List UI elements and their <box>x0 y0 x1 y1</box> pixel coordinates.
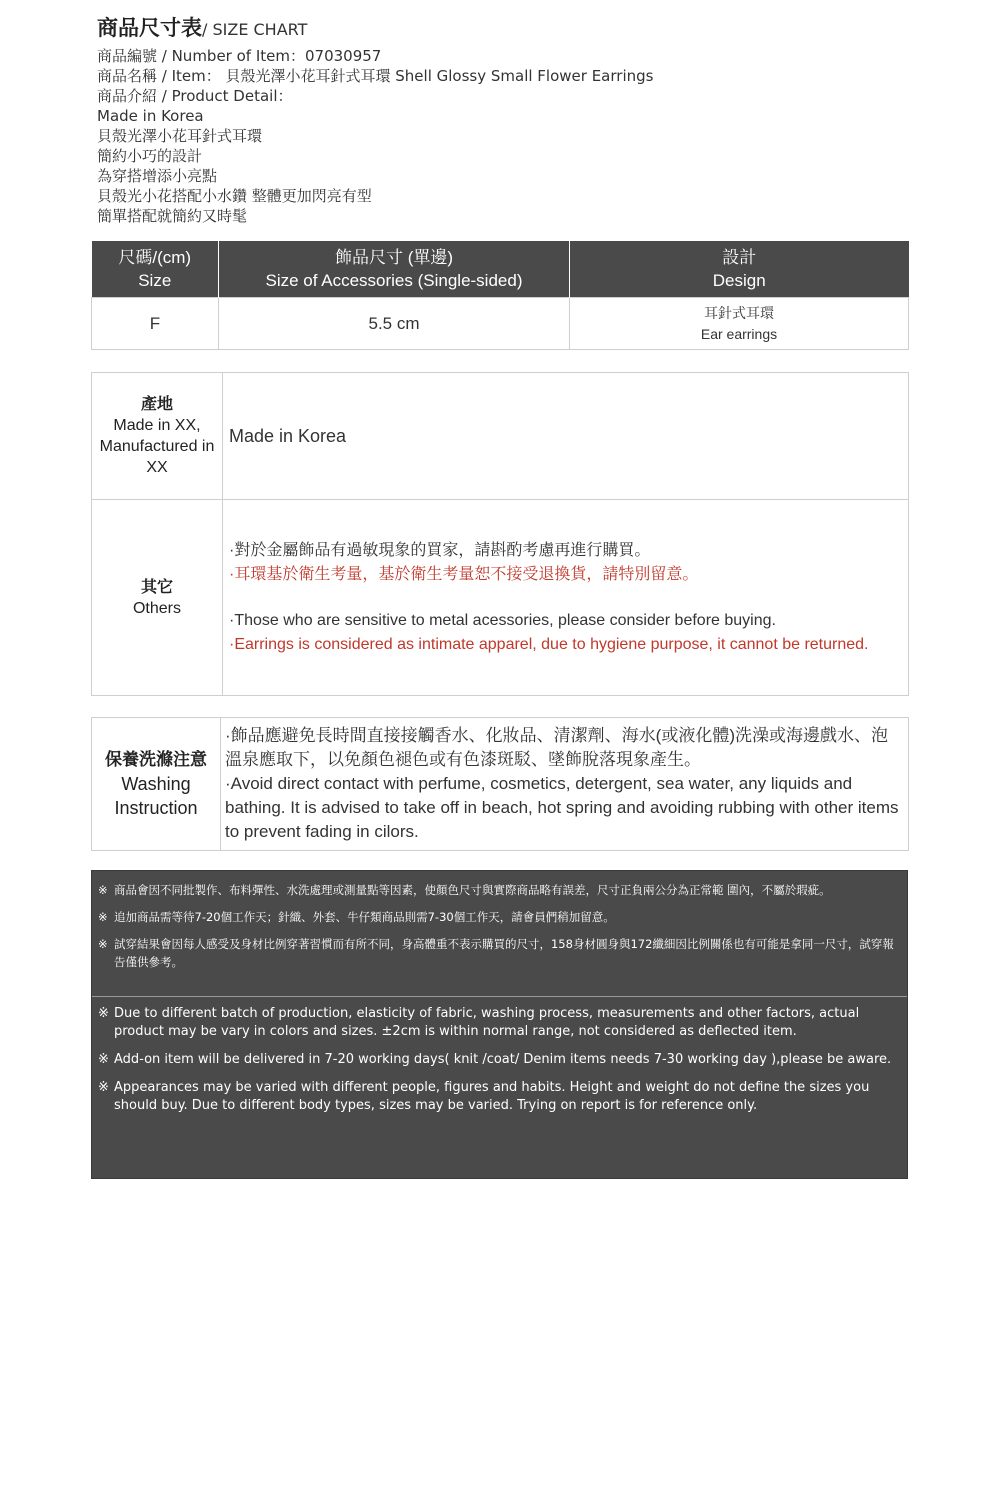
others-line2-zh: ·耳環基於衛生考量，基於衛生考量恕不接受退換貨，請特別留意。 <box>229 565 699 583</box>
detail-line: 貝殼光小花搭配小水鑽 整體更加閃亮有型 <box>97 187 372 205</box>
header-accessory-size-en: Size of Accessories (Single-sided) <box>265 271 523 290</box>
notice-text: 追加商品需等待7-20個工作天；針織、外套、牛仔類商品則需7-30個工作天，請會員們稍加留意。 <box>114 910 615 924</box>
design-en: Ear earrings <box>700 325 778 342</box>
table-row <box>92 298 909 350</box>
header-size <box>92 241 219 298</box>
notice-text: 試穿結果會因每人感受及身材比例穿著習慣而有所不同，身高體重不表示購買的尺寸，158身材圓身與172纖細因比例關係也有可能是拿同一尺寸，試穿報告僅供參考。 <box>114 937 894 969</box>
detail-line: 簡單搭配就簡約又時髦 <box>97 207 248 225</box>
others-line1-en: ·Those who are sensitive to metal acessories, please consider before buying. <box>229 611 776 629</box>
others-label-en: Others <box>132 599 181 617</box>
header-size-en: Size <box>138 271 172 290</box>
origin-row <box>92 373 909 500</box>
reference-mark: ※ <box>98 1006 109 1021</box>
detail-line: 為穿搭增添小亮點 <box>97 167 218 185</box>
washing-label-zh: 保養洗滌注意 <box>105 750 207 769</box>
design-zh: 耳針式耳環 <box>704 304 774 321</box>
others-value <box>223 500 909 696</box>
others-label <box>92 500 223 696</box>
notice-text: 商品會因不同批製作、布料彈性、水洗處理或測量點等因素，使顏色尺寸與實際商品略有誤差，尺寸正負兩公分為正常範 圍內，不屬於瑕疵。 <box>114 883 831 897</box>
notice-en-section <box>92 997 907 1115</box>
washing-text-zh: ·飾品應避免長時間直接接觸香水、化妝品、清潔劑、海水(或液化體)洗澡或海邊戲水、泡溫泉應取下，以免顏色褪色或有色漆斑駁、墜飾脫落現象產生。 <box>225 726 888 769</box>
item-number: 商品編號 / Number of Item：07030957 <box>97 47 382 65</box>
origin-value: Made in Korea <box>223 373 909 500</box>
reference-mark: ※ <box>98 937 108 951</box>
washing-row <box>92 718 909 851</box>
header-accessory-size <box>219 241 570 298</box>
item-name: 商品名稱 / Item： 貝殼光澤小花耳針式耳環 Shell Glossy Small Flower Earrings <box>97 67 654 85</box>
title-en: / SIZE CHART <box>202 20 308 39</box>
notice-text: Add-on item will be delivered in 7-20 working days( knit /coat/ Denim items needs 7-30 working day ),please be aware. <box>114 1052 892 1067</box>
notice-box <box>91 870 908 1179</box>
detail-line: Made in Korea <box>97 107 204 125</box>
notice-item <box>98 1005 899 1041</box>
others-line1-zh: ·對於金屬飾品有過敏現象的買家，請斟酌考慮再進行購買。 <box>229 541 651 559</box>
size-cell: F <box>92 298 219 350</box>
notice-item <box>98 1051 899 1069</box>
washing-text-en: ·Avoid direct contact with perfume, cosmetics, detergent, sea water, any liquids and bathing. It is advised to take off in beach, hot spring and avoiding rubbing with other items to prevent fading in cilors. <box>225 774 899 841</box>
reference-mark: ※ <box>98 1080 109 1095</box>
origin-label-zh: 產地 <box>140 396 173 413</box>
detail-label: 商品介紹 / Product Detail： <box>97 87 293 105</box>
design-cell <box>570 298 909 350</box>
notice-item <box>98 908 899 926</box>
accessory-size-cell: 5.5 cm <box>219 298 570 350</box>
notice-item <box>98 1079 899 1115</box>
others-label-zh: 其它 <box>140 578 173 596</box>
others-line2-en: ·Earrings is considered as intimate apparel, due to hygiene purpose, it cannot be returned. <box>229 635 869 653</box>
title-zh: 商品尺寸表 <box>97 16 202 40</box>
reference-mark: ※ <box>98 883 108 897</box>
size-table <box>91 241 909 350</box>
washing-value <box>221 718 909 851</box>
washing-table <box>91 717 909 851</box>
origin-label-en: Made in XX, Manufactured in XX <box>99 417 215 476</box>
origin-label <box>92 373 223 500</box>
others-row <box>92 500 909 696</box>
reference-mark: ※ <box>98 1052 109 1067</box>
detail-line: 貝殼光澤小花耳針式耳環 <box>97 127 263 145</box>
reference-mark: ※ <box>98 910 108 924</box>
notice-zh-section <box>92 871 907 997</box>
washing-label-en: Washing Instruction <box>114 774 198 818</box>
size-table-header <box>92 241 909 298</box>
origin-others-table <box>91 372 909 696</box>
product-info <box>97 46 653 226</box>
header-design-en: Design <box>712 271 766 290</box>
notice-text: Appearances may be varied with different people, figures and habits. Height and weight do not define the sizes you should buy. Due to different body types, sizes may be varied. Trying on report is for reference only. <box>114 1080 870 1113</box>
spacer <box>229 587 902 609</box>
header-size-zh: 尺碼/(cm) <box>118 248 192 267</box>
notice-text: Due to different batch of production, elasticity of fabric, washing process, measurements and other factors, actual product may be vary in colors and sizes. ±2cm is within normal range, not considered as deflected item. <box>114 1006 860 1039</box>
washing-label <box>92 718 221 851</box>
page-title <box>97 12 307 42</box>
detail-line: 簡約小巧的設計 <box>97 147 203 165</box>
notice-item <box>98 881 899 899</box>
header-accessory-size-zh: 飾品尺寸 (單邊) <box>334 248 454 267</box>
header-design-zh: 設計 <box>722 248 757 267</box>
header-design <box>570 241 909 298</box>
notice-item <box>98 935 899 971</box>
